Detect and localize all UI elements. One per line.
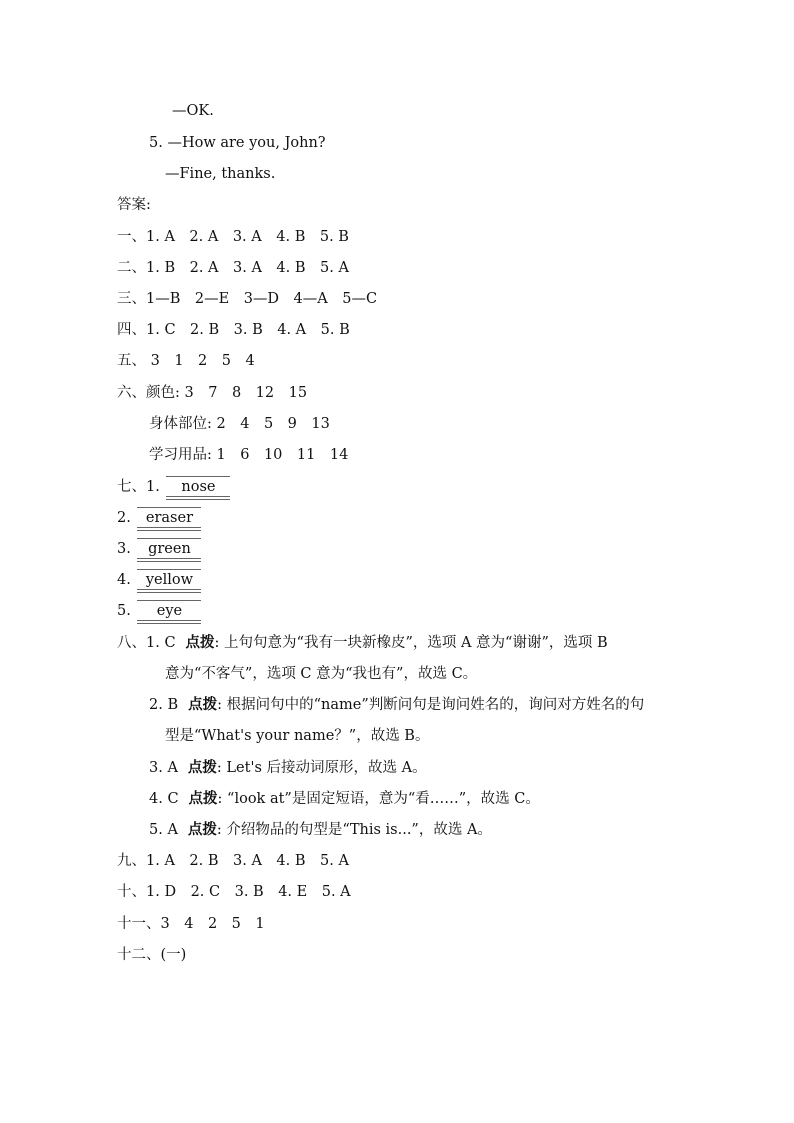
section-3-answers: 三、1—B 2—E 3—D 4—A 5—C	[117, 291, 378, 307]
item-answer: 4. C	[149, 791, 179, 807]
dialogue-ok: —OK.	[172, 103, 214, 119]
item-number: 2.	[117, 510, 131, 526]
explanation-text: : 根据问句中的“name”判断问句是询问姓名的，询问对方姓名的句	[217, 697, 645, 713]
section-8-item-2-cont: 型是“What's your name？”，故选 B。	[165, 728, 430, 744]
section-10-answers: 十、1. D 2. C 3. B 4. E 5. A	[117, 884, 351, 900]
hint-label: 点拨	[188, 790, 218, 807]
answer-blank: green	[137, 538, 201, 560]
explanation-text: : Let's 后接动词原形，故选 A。	[216, 760, 427, 776]
section-4-answers: 四、1. C 2. B 3. B 4. A 5. B	[117, 322, 350, 338]
item-answer: 2. B	[149, 697, 179, 713]
section-7-item-5	[117, 600, 201, 622]
section-6-body-parts: 身体部位: 2 4 5 9 13	[149, 416, 330, 432]
section-2-answers: 二、1. B 2. A 3. A 4. B 5. A	[117, 260, 349, 276]
section-8-item-1-cont: 意为“不客气”，选项 C 意为“我也有”，故选 C。	[165, 666, 478, 682]
item-number: 5.	[117, 603, 131, 619]
hint-label: 点拨	[185, 634, 215, 651]
hint-label: 点拨	[187, 759, 217, 776]
section-5-answers: 五、 3 1 2 5 4	[117, 353, 255, 369]
item-number: 3.	[117, 541, 131, 557]
section-9-answers: 九、1. A 2. B 3. A 4. B 5. A	[117, 853, 349, 869]
section-8-prefix: 八、	[117, 635, 146, 651]
section-8-item-5	[149, 819, 492, 841]
section-6-colors: 六、颜色: 3 7 8 12 15	[117, 385, 308, 401]
section-1-answers: 一、1. A 2. A 3. A 4. B 5. B	[117, 229, 349, 245]
section-7-item-4	[117, 569, 201, 591]
hint-label: 点拨	[188, 696, 218, 713]
explanation-text: : “look at”是固定短语，意为“看……”，故选 C。	[217, 791, 540, 807]
answer-blank: yellow	[137, 569, 201, 591]
item-answer: 5. A	[149, 822, 178, 838]
answer-blank: nose	[166, 476, 230, 498]
section-11-answers: 十一、3 4 2 5 1	[117, 916, 265, 932]
section-8-item-1	[117, 632, 608, 654]
section-12-heading: 十二、(一)	[117, 947, 187, 963]
answers-label: 答案:	[117, 197, 151, 213]
hint-label: 点拨	[187, 821, 217, 838]
answer-blank: eye	[137, 600, 201, 622]
section-7-item-1	[117, 476, 230, 498]
item-answer: 1. C	[146, 635, 176, 651]
dialogue-q5-reply: —Fine, thanks.	[165, 166, 276, 182]
section-6-school-supplies: 学习用品: 1 6 10 11 14	[149, 447, 349, 463]
section-8-item-3	[149, 757, 427, 779]
explanation-text: : 介绍物品的句型是“This is...”，故选 A。	[216, 822, 492, 838]
dialogue-q5-prompt: 5. —How are you, John?	[149, 135, 326, 151]
section-7-item-3	[117, 538, 201, 560]
item-answer: 3. A	[149, 760, 178, 776]
section-7-item-2	[117, 507, 201, 529]
section-8-item-2	[149, 694, 644, 716]
item-number: 4.	[117, 572, 131, 588]
explanation-text: : 上句句意为“我有一块新橡皮”，选项 A 意为“谢谢”，选项 B	[214, 635, 608, 651]
answer-blank: eraser	[137, 507, 201, 529]
section-8-item-4	[149, 788, 540, 810]
section-7-prefix: 七、1.	[117, 479, 160, 495]
